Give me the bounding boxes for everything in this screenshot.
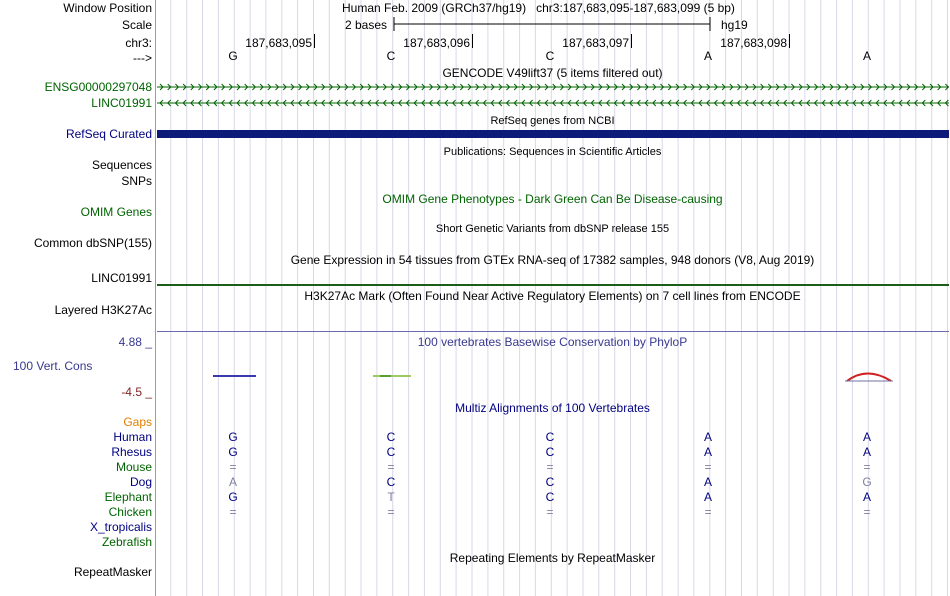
- alignment-base: C: [386, 475, 396, 489]
- coord-label: 187,683,097: [562, 36, 629, 50]
- coord-tick: [789, 34, 790, 48]
- gencode-item-linc[interactable]: LINC01991: [91, 96, 152, 110]
- refseq-title: RefSeq genes from NCBI: [490, 115, 615, 127]
- h3k27ac-label[interactable]: Layered H3K27Ac: [54, 303, 152, 317]
- dbsnp-label[interactable]: Common dbSNP(155): [33, 236, 152, 250]
- omim-title: OMIM Gene Phenotypes - Dark Green Can Be Disease-causing: [382, 192, 723, 206]
- alignment-base: C: [386, 430, 396, 444]
- species-label[interactable]: Zebrafish: [101, 535, 152, 549]
- coord-tick: [314, 34, 315, 48]
- sequences-label[interactable]: Sequences: [91, 158, 152, 172]
- species-label[interactable]: Chicken: [108, 505, 152, 519]
- gtex-label[interactable]: LINC01991: [91, 271, 152, 285]
- coord-tick: [472, 34, 473, 48]
- alignment-base: G: [862, 475, 872, 489]
- alignment-base: =: [387, 505, 395, 519]
- alignment-base: A: [703, 430, 712, 444]
- cons-label[interactable]: 100 Vert. Cons: [13, 359, 93, 373]
- species-label[interactable]: Human: [113, 430, 152, 444]
- scale-label: Scale: [121, 18, 152, 32]
- h3k27ac-title: H3K27Ac Mark (Often Found Near Active Regulatory Elements) on 7 cell lines from ENCODE: [304, 289, 801, 303]
- omim-label[interactable]: OMIM Genes: [80, 205, 152, 219]
- scale-bar: [392, 16, 722, 32]
- reference-base: C: [545, 49, 555, 63]
- coord-label: 187,683,095: [245, 36, 312, 50]
- species-label[interactable]: X_tropicalis: [89, 520, 152, 534]
- gencode-track-linc[interactable]: [157, 98, 949, 108]
- dbsnp-title: Short Genetic Variants from dbSNP release 155: [435, 223, 670, 235]
- alignment-base: G: [228, 430, 238, 444]
- alignment-base: A: [862, 445, 871, 459]
- reference-base: A: [862, 49, 871, 63]
- alignment-base: G: [228, 445, 238, 459]
- gtex-title: Gene Expression in 54 tissues from GTEx RNA-seq of 17382 samples, 948 donors (V8, Aug 2019): [290, 253, 815, 267]
- coord-label: 187,683,098: [720, 36, 787, 50]
- gencode-title: GENCODE V49lift37 (5 items filtered out): [442, 66, 663, 80]
- reference-base: G: [228, 49, 238, 63]
- cons-max-label: 4.88 _: [118, 335, 152, 349]
- alignment-base: A: [703, 490, 712, 504]
- reference-base: C: [386, 49, 396, 63]
- repeat-label[interactable]: RepeatMasker: [73, 565, 152, 579]
- alignment-base: =: [704, 505, 712, 519]
- alignment-base: =: [546, 505, 554, 519]
- window-position-label: Window Position: [63, 1, 152, 15]
- cons-title: 100 vertebrates Basewise Conservation by PhyloP: [417, 335, 688, 349]
- scale-value: 2 bases: [345, 18, 388, 32]
- alignment-base: A: [703, 445, 712, 459]
- alignment-base: =: [863, 460, 871, 474]
- alignment-base: =: [387, 460, 395, 474]
- alignment-base: =: [704, 460, 712, 474]
- alignment-base: C: [545, 490, 555, 504]
- chr-label: chr3:: [125, 36, 152, 50]
- window-position-value: Human Feb. 2009 (GRCh37/hg19) chr3:187,683,095-187,683,099 (5 bp): [342, 1, 735, 15]
- direction-label: --->: [133, 51, 152, 65]
- scale-assembly: hg19: [721, 18, 748, 32]
- alignment-base: A: [703, 475, 712, 489]
- reference-base: A: [703, 49, 712, 63]
- alignment-base: =: [863, 505, 871, 519]
- alignment-base: A: [862, 430, 871, 444]
- cons-signal[interactable]: [155, 368, 950, 388]
- refseq-gene-bar[interactable]: [157, 130, 949, 138]
- cons-min-label: -4.5 _: [121, 385, 152, 399]
- gtex-expression-line[interactable]: [157, 284, 949, 286]
- alignment-base: C: [545, 430, 555, 444]
- species-label[interactable]: Rhesus: [111, 445, 152, 459]
- refseq-label[interactable]: RefSeq Curated: [65, 127, 152, 141]
- coord-label: 187,683,096: [403, 36, 470, 50]
- alignment-base: =: [229, 460, 237, 474]
- gencode-track-ensg[interactable]: [157, 82, 949, 92]
- species-label[interactable]: Dog: [129, 475, 152, 489]
- alignment-base: C: [386, 445, 396, 459]
- species-label[interactable]: Elephant: [104, 490, 152, 504]
- alignment-base: T: [387, 490, 395, 504]
- gencode-item-ensg[interactable]: ENSG00000297048: [44, 80, 152, 94]
- repeat-title: Repeating Elements by RepeatMasker: [449, 551, 656, 565]
- h3k27ac-baseline: [157, 331, 949, 332]
- species-label[interactable]: Mouse: [115, 460, 152, 474]
- alignment-base: =: [229, 505, 237, 519]
- multiz-title: Multiz Alignments of 100 Vertebrates: [455, 401, 650, 415]
- alignment-base: C: [545, 475, 555, 489]
- coord-tick: [631, 34, 632, 48]
- alignment-base: =: [546, 460, 554, 474]
- snps-label[interactable]: SNPs: [121, 174, 152, 188]
- alignment-base: A: [228, 475, 237, 489]
- publications-title: Publications: Sequences in Scientific Articles: [443, 146, 662, 158]
- alignment-base: G: [228, 490, 238, 504]
- alignment-base: C: [545, 445, 555, 459]
- alignment-base: A: [862, 490, 871, 504]
- gaps-label[interactable]: Gaps: [123, 415, 152, 429]
